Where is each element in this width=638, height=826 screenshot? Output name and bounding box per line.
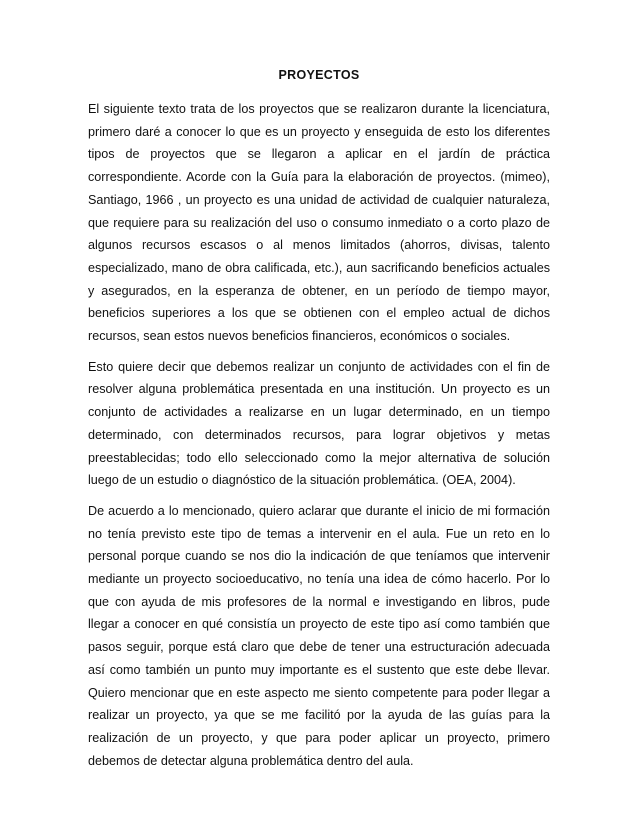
paragraph-1: El siguiente texto trata de los proyectos que se realizaron durante la licenciatura, primero daré a conocer lo que es un proyecto y enseguida de esto los diferentes tipos de proyectos que se llegaron a aplicar en el jardín de práctica correspondiente. Acorde con la Guía para la elaboración de proyectos. (mimeo), Santiago, 1966 , un proyecto es una unidad de actividad de cualquier naturaleza, que requiere para su realización del uso o consumo inmediato o a corto plazo de algunos recursos escasos o al menos limitados (ahorros, divisas, talento especializado, mano de obra calificada, etc.), aun sacrificando beneficios actuales y asegurados, en la esperanza de obtener, en un período de tiempo mayor, beneficios superiores a los que se obtienen con el empleo actual de dichos recursos, sean estos nuevos beneficios financieros, económicos o sociales.	[88, 102, 550, 344]
paragraph-3: De acuerdo a lo mencionado, quiero aclarar que durante el inicio de mi formación no tenía previsto este tipo de temas a intervenir en el aula. Fue un reto en lo personal porque cuando se nos dio la indicación de que teníamos que intervenir mediante un proyecto socioeducativo, no tenía una idea de cómo hacerlo. Por lo que con ayuda de mis profesores de la normal e investigando en libros, pude llegar a conocer en qué consistía un proyecto de este tipo así como también que pasos seguir, porque está claro que debe de tener una estructuración adecuada así como también un punto muy importante es el sustento que este debe llevar. Quiero mencionar que en este aspecto me siento competente para poder llegar a realizar un proyecto, ya que se me facilitó por la ayuda de las guías para la realización de un proyecto, y que para poder aplicar un proyecto, primero debemos de detectar alguna problemática dentro del aula.	[88, 503, 550, 768]
paragraph-2: Esto quiere decir que debemos realizar un conjunto de actividades con el fin de resolver alguna problemática presentada en una institución. Un proyecto es un conjunto de actividades a realizarse en un lugar determinado, en un tiempo determinado, con determinados recursos, para lograr objetivos y metas preestablecidas; todo ello seleccionado como la mejor alternativa de solución luego de un estudio o diagnóstico de la situación problemática. (OEA, 2004).	[88, 359, 550, 488]
document-title: PROYECTOS	[278, 68, 360, 82]
document-body	[88, 98, 550, 780]
